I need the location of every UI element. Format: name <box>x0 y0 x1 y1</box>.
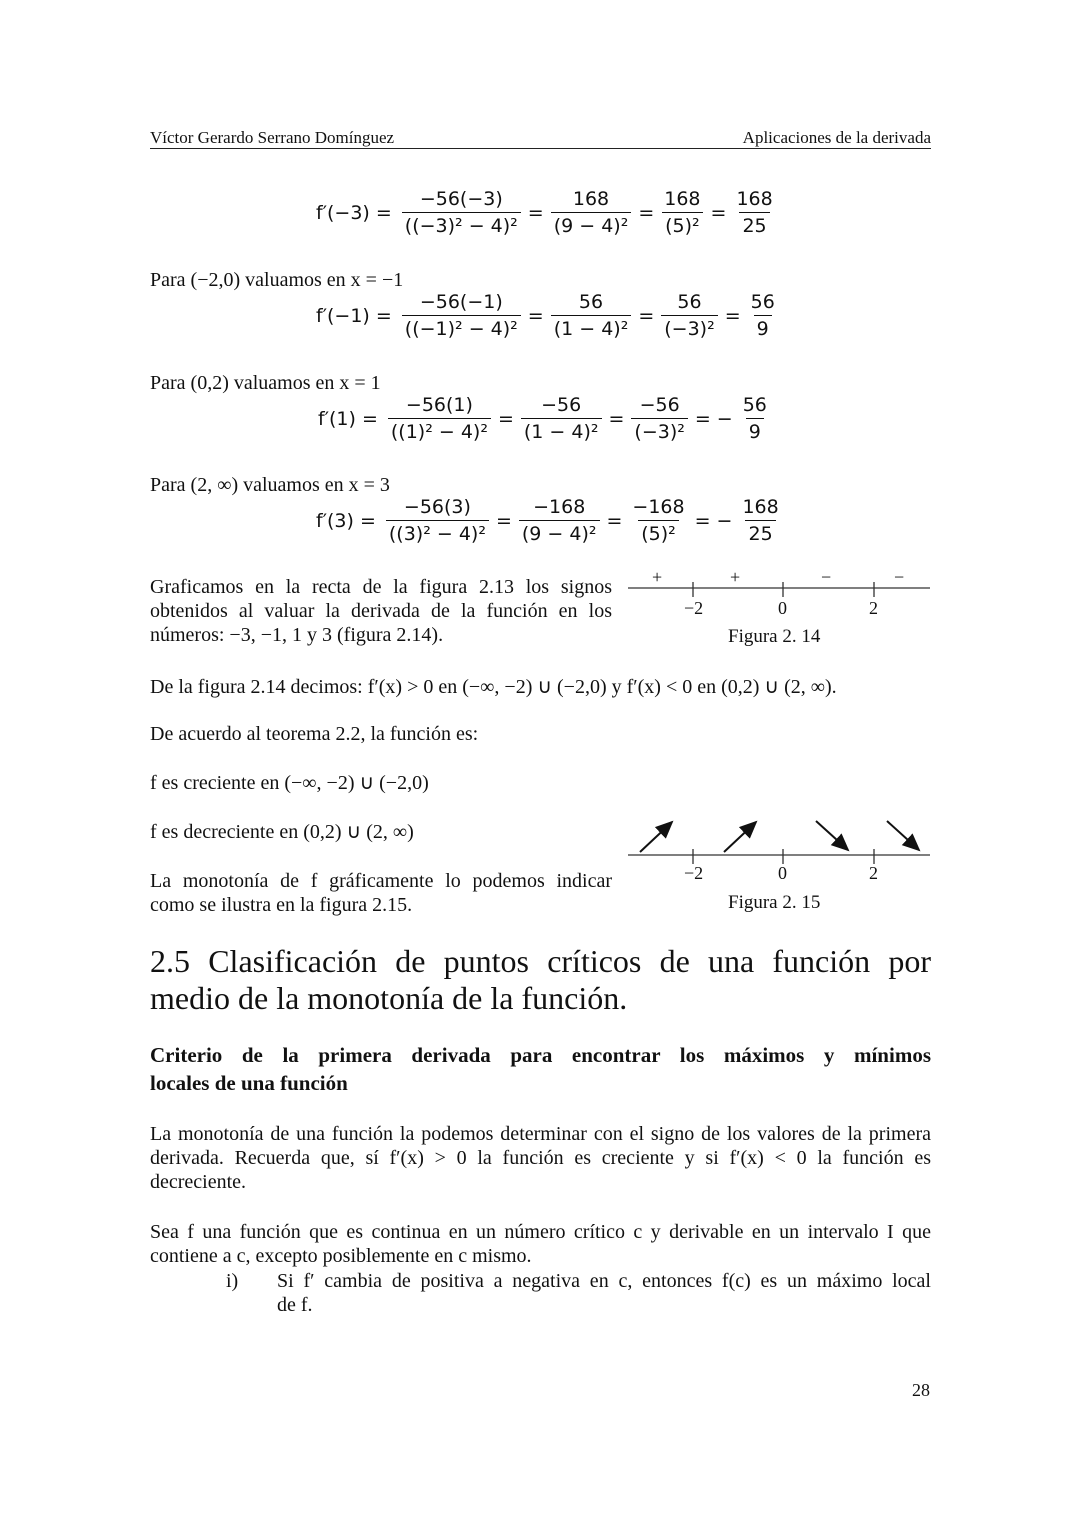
fraction: $\frac{-56}{\text{(−3)²}}$ <box>631 394 687 443</box>
equation-f-prime-1: f′(1) = $\frac{-56(1)}{\text{((1)² − 4)²}}$ = $\frac{-56}{\text{(1 − 4)²}}$ = $\frac{-56}{\text{(−3)²}}$ = − $\frac{56}{9}$ <box>318 394 774 443</box>
eval-intro-neg1: Para (−2,0) valuamos en x = −1 <box>150 269 404 291</box>
list-item-i: Si f′ cambia de positiva a negativa en c, entonces f(c) es un máximo local de f. <box>277 1270 931 1316</box>
running-header <box>150 128 931 149</box>
figure-caption: Figura 2. 15 <box>728 892 821 913</box>
tick-label: −2 <box>684 863 704 883</box>
tick-label: 0 <box>778 598 787 618</box>
tick-label: 2 <box>869 863 878 883</box>
page-number: 28 <box>912 1380 930 1400</box>
fraction: $\frac{-56(1)}{\text{((1)² − 4)²}}$ <box>388 394 491 443</box>
fraction: $\frac{168}{\text{(5)²}}$ <box>661 188 703 237</box>
tick-label: −2 <box>684 598 704 618</box>
fraction: $\frac{-56(3)}{\text{((3)² − 4)²}}$ <box>386 496 489 545</box>
eval-intro-1: Para (0,2) valuamos en x = 1 <box>150 372 381 394</box>
sign-plus: + <box>652 567 663 587</box>
figure-2-14 <box>626 565 932 655</box>
equation-lhs: f′(3) = <box>316 509 376 532</box>
header-chapter: Aplicaciones de la derivada <box>742 128 931 147</box>
fraction: $\frac{56}{9}$ <box>742 394 767 443</box>
arrow-up-icon <box>724 822 756 852</box>
fraction: $\frac{168}{25}$ <box>742 496 779 545</box>
fraction: $\frac{-168}{\text{(5)²}}$ <box>632 496 685 545</box>
equation-lhs: f′(−1) = <box>316 304 392 327</box>
fraction: $\frac{-56(-3)}{\text{((−3)² − 4)²}}$ <box>402 188 521 237</box>
statement-creciente: f es creciente en (−∞, −2) ∪ (−2,0) <box>150 772 429 794</box>
header-author: Víctor Gerardo Serrano Domínguez <box>150 128 395 147</box>
subsection-title: Criterio de la primera derivada para encontrar los máximos y mínimos locales de una función <box>150 1043 931 1095</box>
fraction: $\frac{56}{\text{(1 − 4)²}}$ <box>551 291 632 340</box>
arrow-down-icon <box>887 821 919 850</box>
figure-caption: Figura 2. 14 <box>728 626 821 647</box>
tick-label: 2 <box>869 598 878 618</box>
section-title: 2.5 Clasificación de puntos críticos de una función por medio de la monotonía de la función. <box>150 943 931 1016</box>
equation-f-prime-neg1: f′(−1) = $\frac{-56(-1)}{\text{((−1)² − 4)²}}$ = $\frac{56}{\text{(1 − 4)²}}$ = $\frac{56}{\text{(−3)²}}$ = $\frac{56}{9}$ <box>316 291 782 340</box>
fraction: $\frac{-168}{\text{(9 − 4)²}}$ <box>519 496 600 545</box>
eval-intro-3: Para (2, ∞) valuamos en x = 3 <box>150 474 390 496</box>
fraction: $\frac{56}{\text{(−3)²}}$ <box>661 291 717 340</box>
paragraph-graficamos: Graficamos en la recta de la figura 2.13 los signos obtenidos al valuar la derivada de la función en los números: −3, −1, 1 y 3 (figura 2.14). <box>150 576 612 646</box>
fraction: $\frac{-56}{\text{(1 − 4)²}}$ <box>521 394 602 443</box>
equation-f-prime-3: f′(3) = $\frac{-56(3)}{\text{((3)² − 4)²}}$ = $\frac{-168}{\text{(9 − 4)²}}$ = $\frac{-168}{\text{(5)²}}$ = − $\frac{168}{25}$ <box>316 496 786 545</box>
figure-2-15 <box>626 815 932 920</box>
fraction: $\frac{168}{\text{(9 − 4)²}}$ <box>551 188 632 237</box>
arrow-up-icon <box>640 822 672 852</box>
paragraph-sea-f: Sea f una función que es continua en un número crítico c y derivable en un intervalo I que contiene a c, excepto posiblemente en c mismo. <box>150 1221 931 1267</box>
sign-minus: − <box>894 567 905 587</box>
paragraph-teorema: De acuerdo al teorema 2.2, la función es: <box>150 723 479 745</box>
equation-lhs: f′(1) = <box>318 407 378 430</box>
fraction: $\frac{168}{25}$ <box>736 188 773 237</box>
arrow-down-icon <box>816 821 848 850</box>
paragraph-monotonia-intro: La monotonía de una función la podemos determinar con el signo de los valores de la primera derivada. Recuerda que, sí f′(x) > 0 la función es creciente y si f′(x) < 0 la función es decreciente. <box>150 1123 931 1193</box>
sign-plus: + <box>730 567 741 587</box>
fraction: $\frac{56}{9}$ <box>750 291 775 340</box>
tick-label: 0 <box>778 863 787 883</box>
fraction: $\frac{-56(-1)}{\text{((−1)² − 4)²}}$ <box>402 291 521 340</box>
list-marker: i) <box>226 1270 239 1292</box>
equation-lhs: f′(−3) = <box>316 201 392 224</box>
sign-minus: − <box>821 567 832 587</box>
paragraph-monotonia-figura: La monotonía de f gráficamente lo podemos indicar como se ilustra en la figura 2.15. <box>150 870 612 916</box>
statement-decreciente: f es decreciente en (0,2) ∪ (2, ∞) <box>150 821 414 843</box>
equation-f-prime-neg3: f′(−3) = $\frac{-56(-3)}{\text{((−3)² − 4)²}}$ = $\frac{168}{\text{(9 − 4)²}}$ = $\frac{168}{\text{(5)²}}$ = $\frac{168}{25}$ <box>316 188 780 237</box>
paragraph-decimos: De la figura 2.14 decimos: f′(x) > 0 en (−∞, −2) ∪ (−2,0) y f′(x) < 0 en (0,2) ∪ (2, ∞). <box>150 676 837 698</box>
